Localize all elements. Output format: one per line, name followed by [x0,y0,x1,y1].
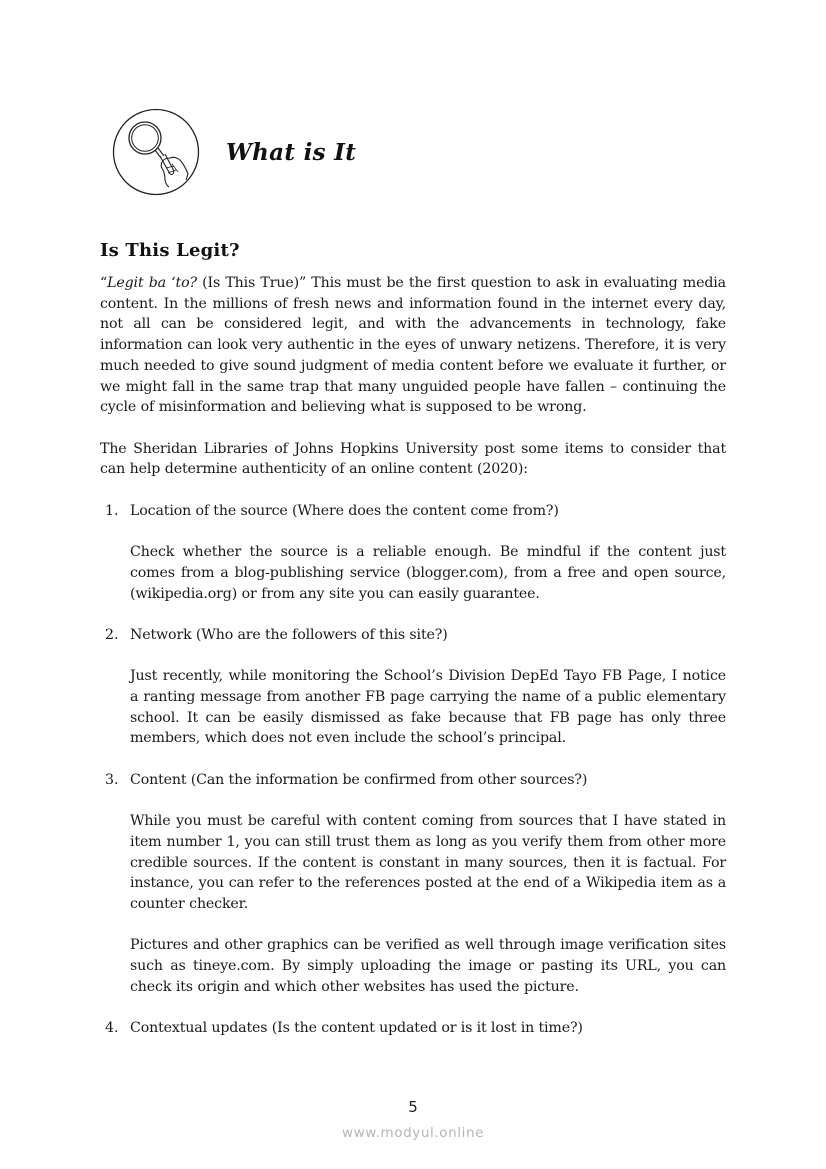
item-title: Network (Who are the followers of this site?) [130,626,448,643]
list-number: 4. [105,1020,119,1037]
list-number: 2. [105,626,119,643]
item-title: Location of the source (Where does the content come from?) [130,502,559,519]
list-item-4 [100,1018,726,1039]
subheading: Is This Legit? [100,240,240,261]
considerations-list [100,501,726,1039]
item-paragraph: Pictures and other graphics can be verified as well through image verification sites such as tineye.com. By simply uploading the image or pasting its URL, you can check its origin and which other websites has used the picture. [130,937,726,995]
open-quote: “ [100,275,108,291]
section-title: What is It [226,138,357,166]
item-title: Contextual updates (Is the content updated or is it lost in time?) [130,1020,583,1037]
list-item-3 [100,770,726,1018]
item-title: Content (Can the information be confirmed from other sources?) [130,771,588,788]
lead-in-paragraph: The Sheridan Libraries of Johns Hopkins University post some items to consider that can help determine authenticity of an online content (2020): [100,440,726,478]
intro-paragraph [100,273,726,418]
page-number: 5 [408,1098,418,1116]
watermark: www.modyul.online [341,1125,485,1141]
list-number: 3. [105,771,119,788]
italic-phrase: Legit ba ‘to? [107,275,197,291]
section-header [112,106,356,198]
list-item-1 [100,501,726,625]
item-paragraph: Just recently, while monitoring the School’s Division DepEd Tayo FB Page, I notice a ranting message from another FB page carrying the name of a public elementary school. It can be easily dismissed as fake because that FB page has only three members, which does not even include the school’s principal. [130,668,726,747]
list-number: 1. [105,502,119,519]
magnifying-glass-icon [112,108,200,196]
item-paragraph: While you must be careful with content coming from sources that I have stated in item number 1, you can still trust them as long as you verify them from other more credible sources. If the content is constant in many sources, then it is factual. For instance, you can refer to the references posted at the end of a Wikipedia item as a counter checker. [130,813,726,912]
item-paragraph: Check whether the source is a reliable enough. Be mindful if the content just comes from a blog-publishing service (blogger.com), from a free and open source, (wikipedia.org) or from any site you can easily guarantee. [130,544,726,602]
main-content [100,240,726,1039]
list-item-2 [100,625,726,770]
intro-text: (Is This True)” This must be the first question to ask in evaluating media content. In the millions of fresh news and information found in the internet every day, not all can be considered legit, and with the advancements in technology, fake information can look very authentic in the eyes of unwary netizens. Therefore, it is very much needed to give sound judgment of media content before we evaluate it further, or we might fall in the same trap that many unguided people have fallen – continuing the cycle of misinformation and believing what is supposed to be wrong. [100,275,726,416]
